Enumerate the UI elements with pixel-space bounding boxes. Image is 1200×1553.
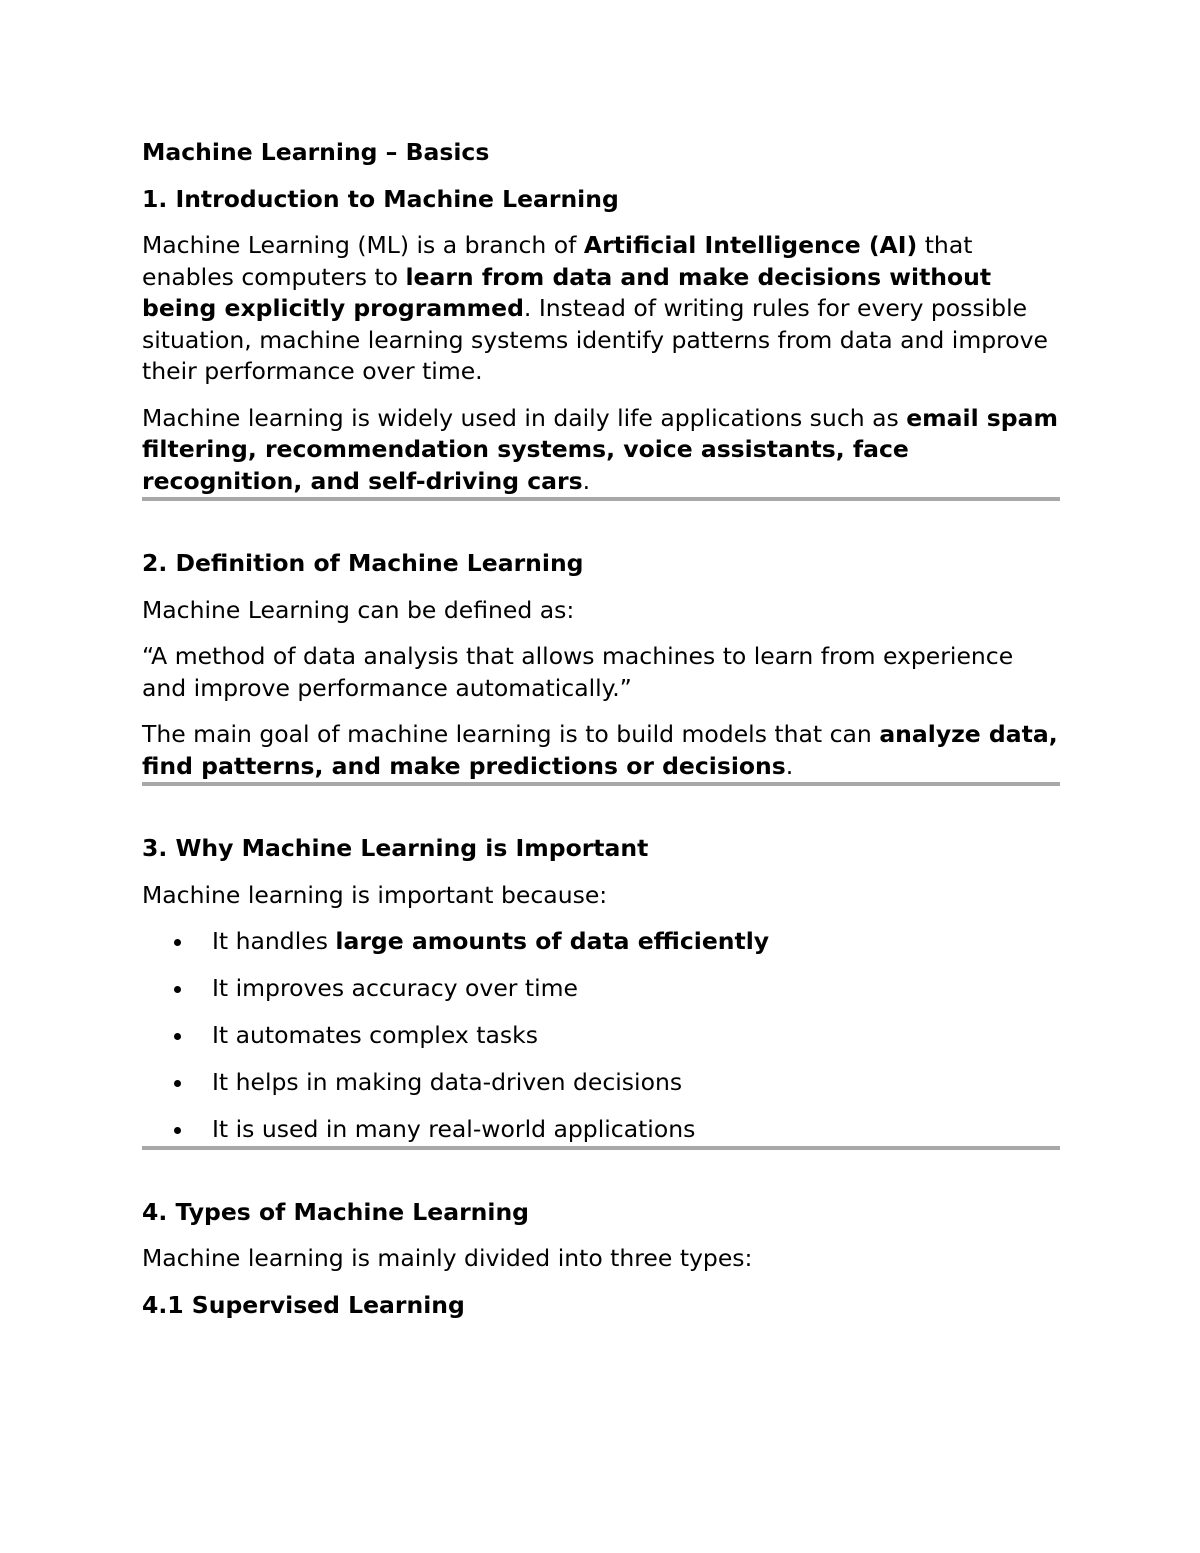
horizontal-divider (142, 497, 1060, 501)
text-run: It handles (212, 927, 336, 955)
list-item (142, 1020, 1060, 1052)
horizontal-divider (142, 782, 1060, 786)
list-item (142, 1067, 1060, 1099)
bullet-icon (174, 1033, 181, 1040)
list-item (142, 973, 1060, 1005)
list-item (142, 926, 1060, 958)
section-2-heading: 2. Definition of Machine Learning (142, 549, 584, 577)
section-4-1-heading: 4.1 Supervised Learning (142, 1290, 465, 1319)
bold-text-run: Artificial Intelligence (AI) (583, 231, 918, 259)
bullet-icon (174, 1127, 181, 1134)
section-2-quote: “A method of data analysis that allows machines to learn from experience and improve performance automatically.” (142, 642, 1014, 702)
text-run: It automates complex tasks (212, 1021, 538, 1049)
section-3-paragraph-1: Machine learning is important because: (142, 880, 608, 909)
bold-text-run: large amounts of data efficiently (335, 927, 770, 955)
text-run: Machine Learning (ML) is a branch of (142, 231, 584, 259)
section-2-paragraph-3 (142, 719, 1060, 782)
section-2-paragraph-1: Machine Learning can be defined as: (142, 595, 575, 624)
bold-text-run: email spam filtering, recommendation systems, voice assistants, face recognition, and self-driving cars (142, 403, 1058, 495)
text-run: It helps in making data-driven decisions (212, 1068, 683, 1096)
bold-text-run: analyze data, find patterns, and make predictions or decisions (142, 720, 1058, 780)
text-run: The main goal of machine learning is to build models that can (142, 720, 880, 748)
document-title: Machine Learning – Basics (142, 138, 490, 166)
text-run: . Instead of writing rules for every possible situation, machine learning systems identify patterns from data and improve their performance over time. (142, 294, 1049, 385)
list-item (142, 1114, 1060, 1146)
text-run: . (582, 466, 591, 495)
text-run: . (785, 751, 794, 780)
section-4-heading: 4. Types of Machine Learning (142, 1197, 530, 1226)
text-run: It is used in many real-world applications (212, 1115, 696, 1143)
section-1-heading: 1. Introduction to Machine Learning (142, 184, 619, 213)
text-run: It improves accuracy over time (212, 974, 579, 1002)
section-3-heading: 3. Why Machine Learning is Important (142, 834, 649, 862)
section-4-paragraph-1: Machine learning is mainly divided into three types: (142, 1244, 753, 1272)
bullet-icon (174, 939, 181, 946)
text-run: Machine learning is widely used in daily life applications such as (142, 403, 907, 432)
importance-bullet-list (142, 926, 1060, 1146)
bullet-icon (174, 1080, 181, 1087)
section-1-paragraph-2 (142, 403, 1060, 498)
bold-text-run: learn from data and make decisions without being explicitly programmed (142, 262, 992, 322)
horizontal-divider (142, 1146, 1060, 1150)
section-1-paragraph-1 (142, 230, 1060, 388)
text-run: that enables computers to (142, 231, 973, 291)
bullet-icon (174, 986, 181, 993)
document-page (142, 137, 1060, 1321)
